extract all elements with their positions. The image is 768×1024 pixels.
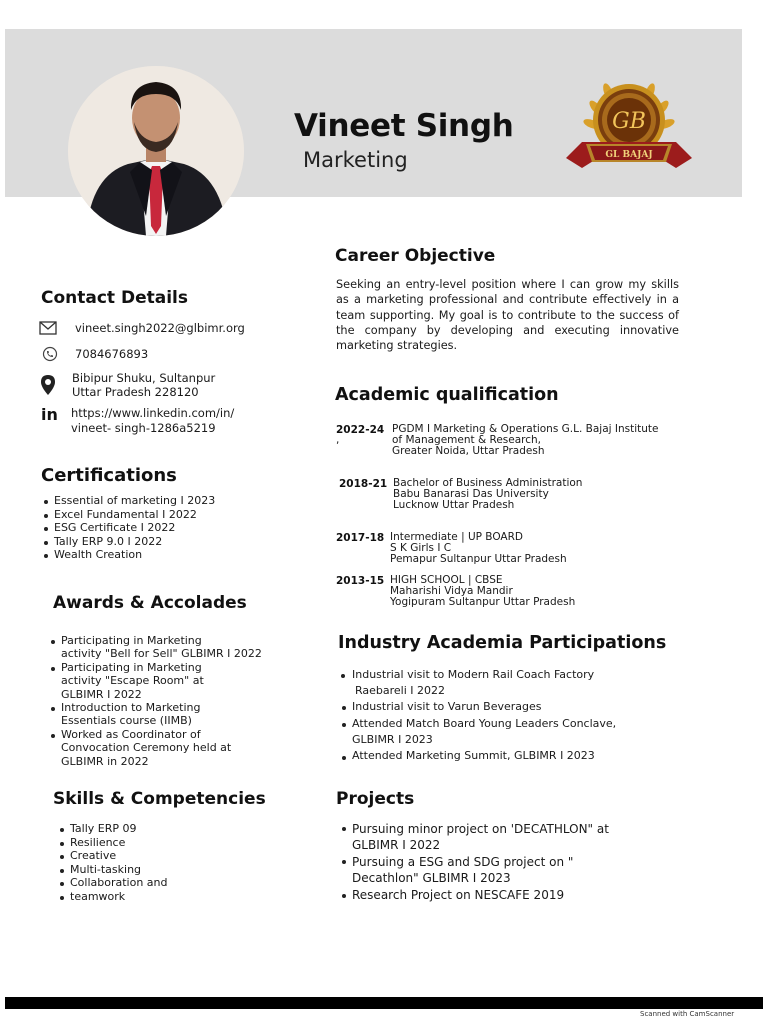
list-item: Collaboration and — [58, 876, 168, 890]
awards-heading: Awards & Accolades — [53, 593, 247, 613]
list-item: Excel Fundamental I 2022 — [42, 508, 215, 522]
industry-heading: Industry Academia Participations — [338, 633, 667, 653]
svg-text:in: in — [41, 405, 58, 423]
contact-address-line1: Bibipur Shuku, Sultanpur — [72, 371, 216, 385]
edu-line: Yogipuram Sultanpur Uttar Pradesh — [390, 596, 576, 608]
project-line: GLBIMR I 2022 — [352, 838, 441, 852]
contact-phone: 7084676893 — [75, 347, 149, 361]
location-pin-icon — [40, 374, 58, 396]
awards-list — [49, 634, 262, 768]
bullet — [342, 723, 346, 727]
contact-address-line2: Uttar Pradesh 228120 — [72, 385, 199, 399]
contact-email: vineet.singh2022@glbimr.org — [75, 321, 245, 335]
contact-heading: Contact Details — [41, 288, 188, 308]
seal-text: GL BAJAJ — [605, 150, 653, 160]
list-item: Essential of marketing I 2023 — [42, 494, 215, 508]
contact-linkedin-line1: https://www.linkedin.com/in/ — [71, 406, 235, 420]
project-line: Pursuing a ESG and SDG project on " — [352, 855, 574, 869]
contact-linkedin-line2: vineet- singh-1286a5219 — [71, 421, 216, 435]
list-item: Worked as Coordinator of Convocation Ceremony held at GLBIMR in 2022 — [49, 728, 262, 768]
projects-heading: Projects — [336, 789, 415, 809]
list-item: Creative — [58, 849, 168, 863]
scanner-watermark: Scanned with CamScanner — [640, 1010, 735, 1018]
svg-text:GB: GB — [612, 109, 646, 134]
linkedin-icon — [41, 405, 63, 423]
edu-year: 2018-21 — [339, 478, 388, 490]
edu-line: Babu Banarasi Das University — [393, 488, 549, 500]
bullet — [342, 827, 346, 831]
list-item: Resilience — [58, 836, 168, 850]
edu-line: Intermediate | UP BOARD — [390, 531, 523, 543]
industry-line: Industrial visit to Varun Beverages — [352, 700, 542, 713]
candidate-role: Marketing — [303, 148, 408, 172]
edu-line: Maharishi Vidya Mandir — [390, 585, 513, 597]
industry-line: Attended Match Board Young Leaders Conclave, — [352, 717, 617, 730]
edu-line: HIGH SCHOOL | CBSE — [390, 574, 503, 586]
edu-line: Bachelor of Business Administration — [393, 477, 583, 489]
project-line: Research Project on NESCAFE 2019 — [352, 888, 565, 902]
skills-list — [58, 822, 168, 903]
project-line: Decathlon" GLBIMR I 2023 — [352, 871, 511, 885]
list-item: Tally ERP 09 — [58, 822, 168, 836]
bullet — [342, 860, 346, 864]
list-item: Wealth Creation — [42, 548, 215, 562]
industry-line: Raebareli I 2022 — [355, 684, 446, 697]
edu-year-suffix: , — [336, 434, 340, 446]
industry-line: Attended Marketing Summit, GLBIMR I 2023 — [352, 749, 595, 762]
profile-photo — [68, 66, 244, 236]
industry-line: GLBIMR I 2023 — [352, 733, 433, 746]
phone-icon — [42, 346, 60, 362]
list-item: Participating in Marketing activity "Bell for Sell" GLBIMR I 2022 — [49, 634, 262, 661]
list-item: teamwork — [58, 890, 168, 904]
edu-line: S K Girls I C — [390, 542, 452, 554]
footer-bar — [5, 997, 763, 1009]
project-line: Pursuing minor project on 'DECATHLON" at — [352, 822, 609, 836]
edu-line: PGDM I Marketing & Operations G.L. Bajaj Institute — [392, 423, 659, 435]
gl-bajaj-logo — [558, 72, 700, 176]
edu-year: 2022-24 — [336, 424, 385, 436]
objective-text: Seeking an entry-level position where I can grow my skills as a marketing professional and contribute effectively in a team supporting. My goal is to contribute to the success of the company by developing and executing innovative marketing strategies. — [336, 278, 679, 353]
certifications-heading: Certifications — [41, 465, 177, 486]
industry-line: Industrial visit to Modern Rail Coach Factory — [352, 668, 595, 681]
list-item: ESG Certificate I 2022 — [42, 521, 215, 535]
list-item: Tally ERP 9.0 I 2022 — [42, 535, 215, 549]
academics-heading: Academic qualification — [335, 385, 559, 405]
list-item: Participating in Marketing activity "Escape Room" at GLBIMR I 2022 — [49, 661, 262, 701]
edu-year: 2017-18 — [336, 532, 385, 544]
mail-icon — [39, 320, 57, 336]
edu-line: Lucknow Uttar Pradesh — [393, 499, 515, 511]
objective-heading: Career Objective — [335, 246, 496, 266]
list-item: Multi-tasking — [58, 863, 168, 877]
candidate-name: Vineet Singh — [294, 108, 514, 144]
bullet — [342, 706, 346, 710]
certifications-list — [42, 494, 215, 562]
edu-year: 2013-15 — [336, 575, 385, 587]
bullet — [342, 894, 346, 898]
skills-heading: Skills & Competencies — [53, 789, 266, 809]
list-item: Introduction to Marketing Essentials course (IIMB) — [49, 701, 262, 728]
edu-line: of Management & Research, — [392, 434, 541, 446]
edu-line: Greater Noida, Uttar Pradesh — [392, 445, 545, 457]
bullet — [342, 756, 346, 760]
bullet — [341, 674, 345, 678]
edu-line: Pemapur Sultanpur Uttar Pradesh — [390, 553, 567, 565]
